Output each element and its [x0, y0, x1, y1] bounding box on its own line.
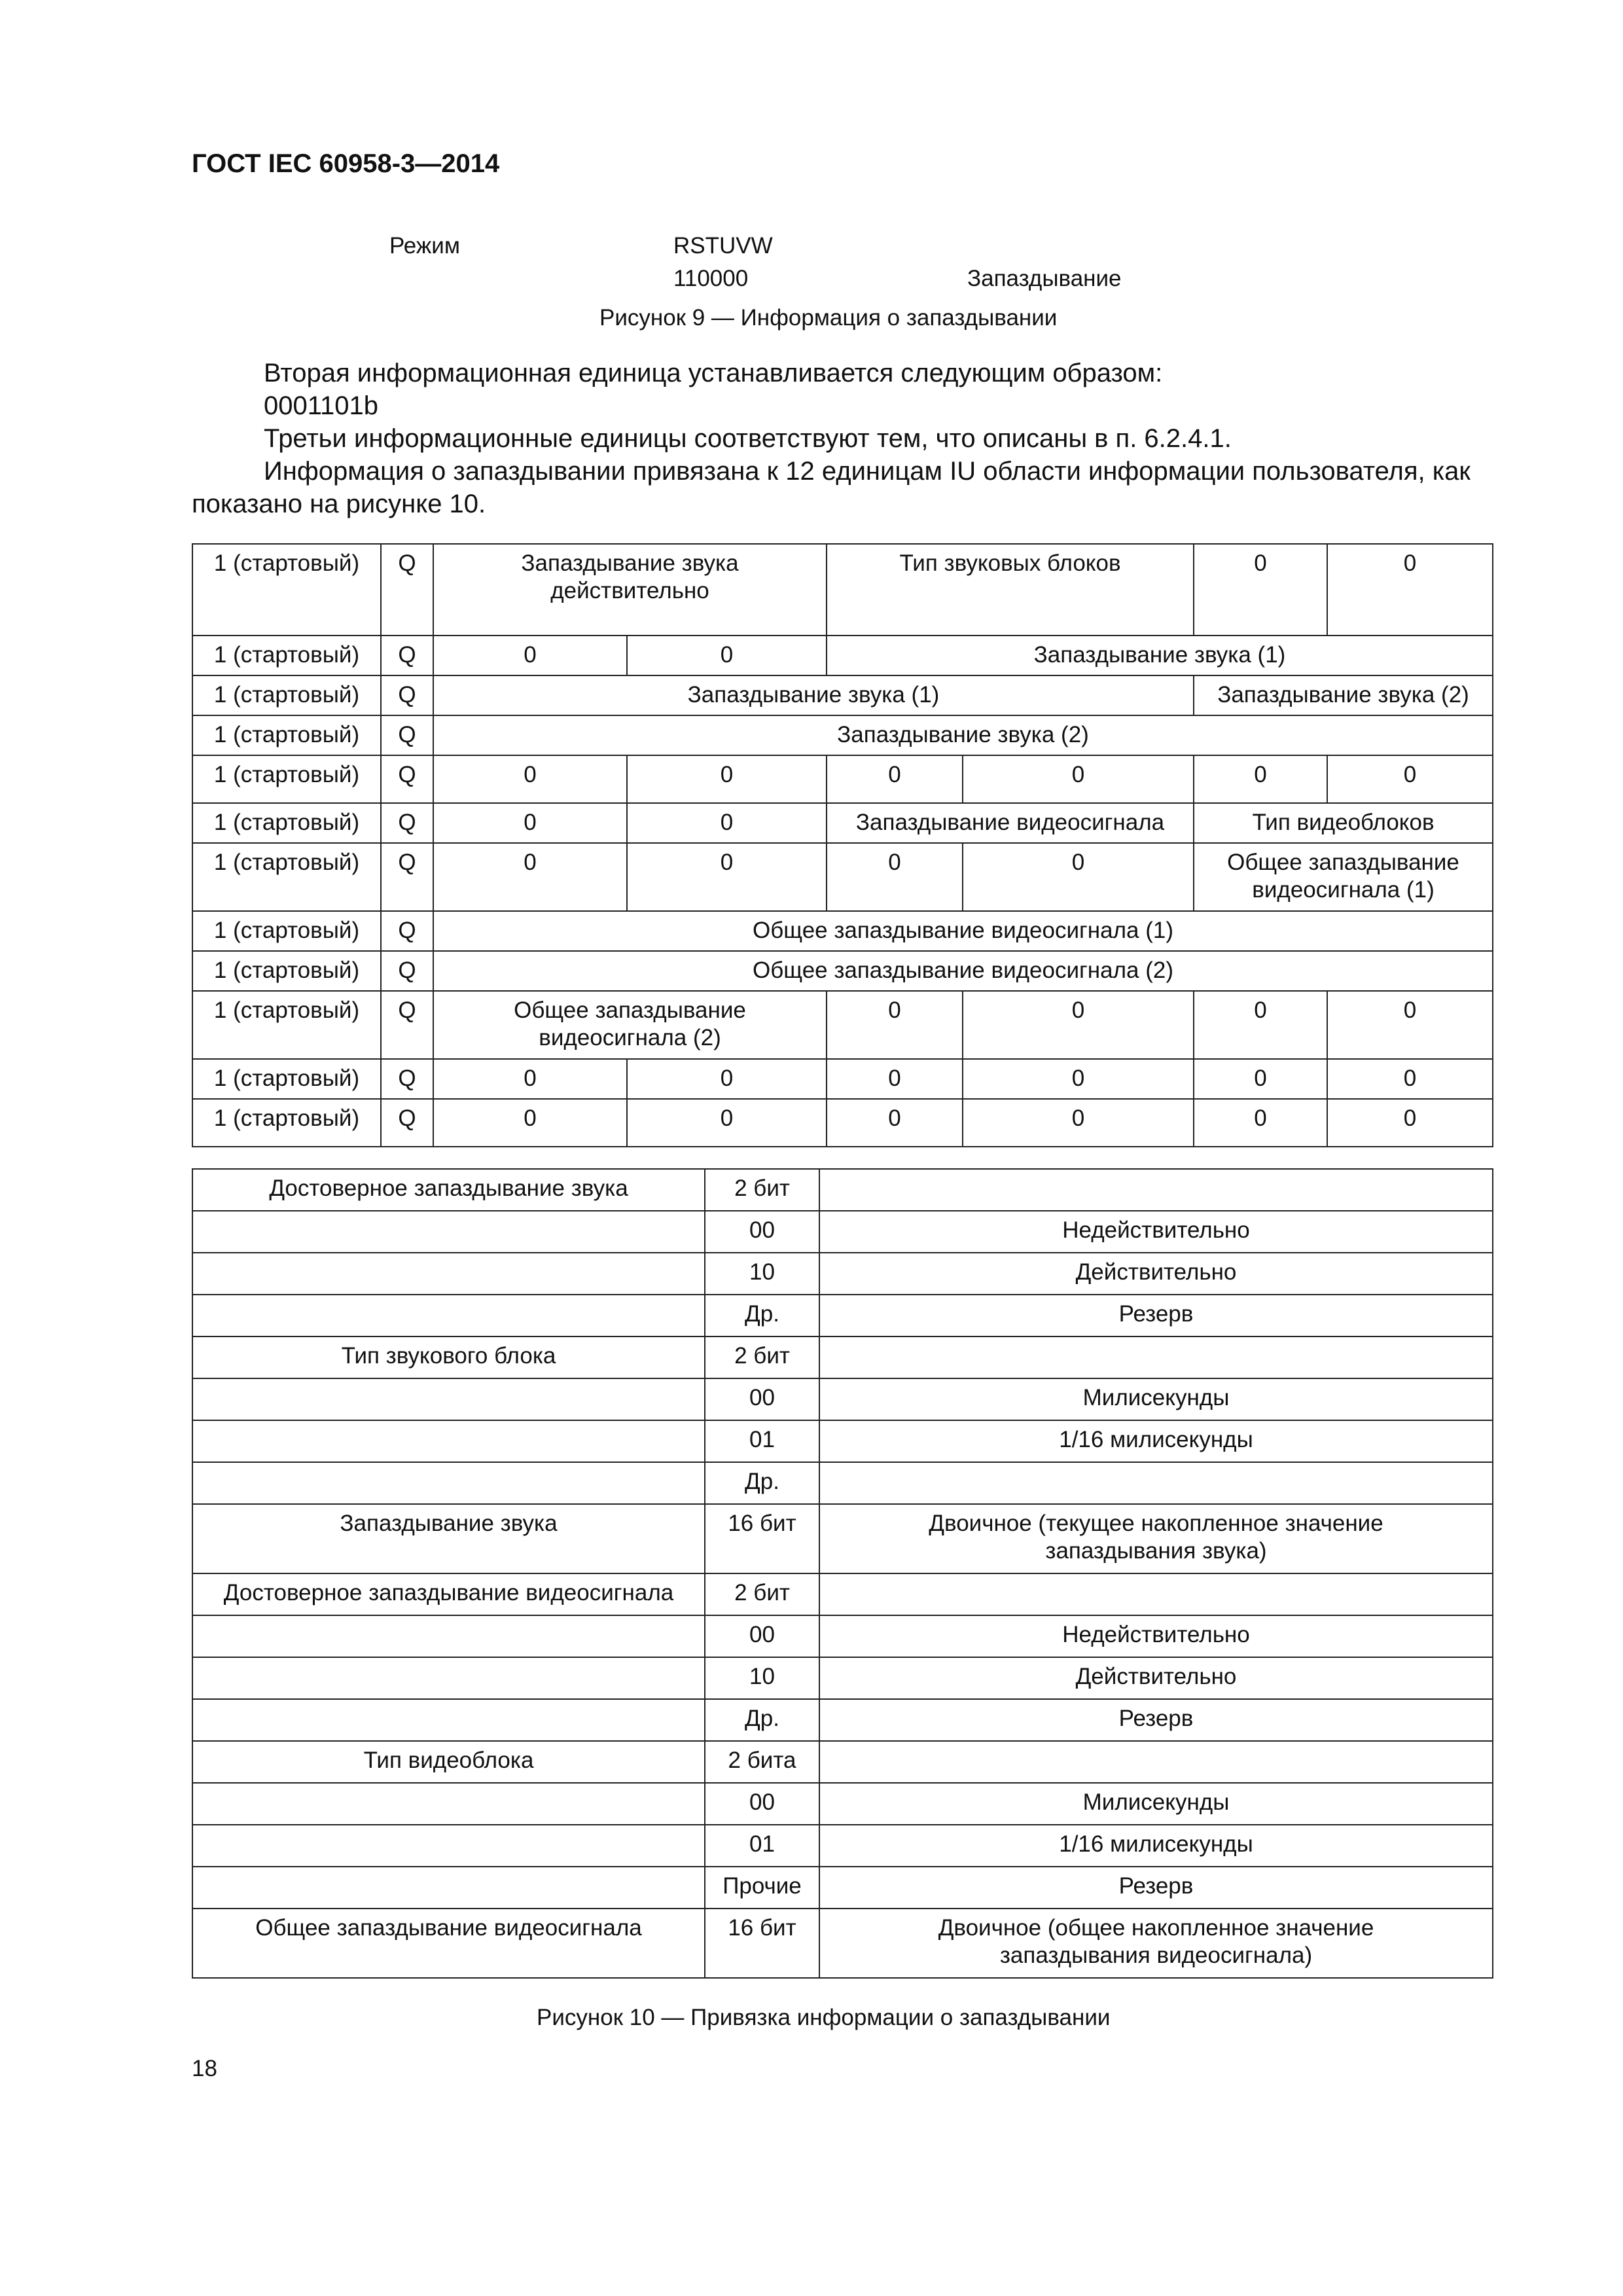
- iu-zero-cell: 0: [827, 1099, 963, 1147]
- def-size-cell: 00: [705, 1211, 819, 1253]
- def-meaning-cell: Резерв: [819, 1867, 1493, 1909]
- iu-zero-cell: 0: [827, 1059, 963, 1099]
- iu-start-cell: 1 (стартовый): [192, 803, 381, 843]
- fig9-mode-label: Режим: [389, 233, 460, 259]
- iu-video-delay-cell: Запаздывание видеосигнала: [827, 803, 1194, 843]
- iu-q-cell: Q: [381, 1099, 433, 1147]
- iu-zero-cell: 0: [963, 991, 1194, 1059]
- def-size-cell: Прочие: [705, 1867, 819, 1909]
- table-row: [192, 1783, 1493, 1825]
- body-paragraph: [192, 357, 1501, 520]
- def-meaning-cell: Действительно: [819, 1657, 1493, 1699]
- def-size-cell: 01: [705, 1420, 819, 1462]
- table-row: [192, 1909, 1493, 1978]
- def-meaning-cell: [819, 1169, 1493, 1211]
- iu-zero-cell: 0: [433, 1059, 627, 1099]
- iu-zero-cell: 0: [433, 1099, 627, 1147]
- def-meaning-cell: [819, 1462, 1493, 1504]
- iu-q-cell: Q: [381, 675, 433, 715]
- table-row: [192, 1253, 1493, 1295]
- def-meaning-cell: [819, 1741, 1493, 1783]
- iu-zero-cell: 0: [627, 636, 827, 675]
- iu-q-cell: Q: [381, 843, 433, 911]
- table-row: [192, 1504, 1493, 1573]
- iu-start-cell: 1 (стартовый): [192, 715, 381, 755]
- iu-zero-cell: 0: [1327, 755, 1493, 803]
- body-line-2: 0001101b: [264, 391, 378, 420]
- def-size-cell: 00: [705, 1378, 819, 1420]
- iu-q-cell: Q: [381, 991, 433, 1059]
- page-number: 18: [192, 2056, 217, 2081]
- def-size-cell: 01: [705, 1825, 819, 1867]
- def-size-cell: 2 бита: [705, 1741, 819, 1783]
- iu-zero-cell: 0: [963, 1099, 1194, 1147]
- iu-zero-cell: 0: [627, 803, 827, 843]
- def-size-cell: 2 бит: [705, 1336, 819, 1378]
- table-row: [192, 1573, 1493, 1615]
- iu-q-cell: Q: [381, 636, 433, 675]
- def-meaning-cell: Недействительно: [819, 1211, 1493, 1253]
- def-meaning-cell: Двоичное (общее накопленное значение запаздывания видеосигнала): [819, 1909, 1493, 1978]
- def-field-cell: [192, 1783, 705, 1825]
- iu-zero-cell: 0: [1194, 991, 1327, 1059]
- iu-zero-cell: 0: [433, 636, 627, 675]
- iu-zero-cell: 0: [1194, 1059, 1327, 1099]
- iu-zero-cell: 0: [1194, 544, 1327, 636]
- def-meaning-cell: Милисекунды: [819, 1783, 1493, 1825]
- def-size-cell: 10: [705, 1657, 819, 1699]
- iu-start-cell: 1 (стартовый): [192, 1059, 381, 1099]
- def-size-cell: 00: [705, 1615, 819, 1657]
- iu-zero-cell: 0: [963, 1059, 1194, 1099]
- def-meaning-cell: Милисекунды: [819, 1378, 1493, 1420]
- iu-total-video-1-cell: Общее запаздывание видеосигнала (1): [1194, 843, 1493, 911]
- def-field-cell: [192, 1615, 705, 1657]
- iu-zero-cell: 0: [1327, 1099, 1493, 1147]
- iu-audio-delay-1-cell: Запаздывание звука (1): [827, 636, 1493, 675]
- iu-q-cell: Q: [381, 951, 433, 991]
- def-meaning-cell: 1/16 милисекунды: [819, 1825, 1493, 1867]
- def-field-cell: Достоверное запаздывание звука: [192, 1169, 705, 1211]
- def-meaning-cell: [819, 1336, 1493, 1378]
- def-field-cell: Достоверное запаздывание видеосигнала: [192, 1573, 705, 1615]
- def-meaning-cell: 1/16 милисекунды: [819, 1420, 1493, 1462]
- iu-q-cell: Q: [381, 544, 433, 636]
- table-row: [192, 1169, 1493, 1211]
- iu-q-cell: Q: [381, 755, 433, 803]
- def-size-cell: 10: [705, 1253, 819, 1295]
- def-meaning-cell: Действительно: [819, 1253, 1493, 1295]
- def-size-cell: 16 бит: [705, 1909, 819, 1978]
- table-row: [192, 1462, 1493, 1504]
- iu-zero-cell: 0: [827, 843, 963, 911]
- table-row: [192, 1867, 1493, 1909]
- iu-start-cell: 1 (стартовый): [192, 544, 381, 636]
- iu-zero-cell: 0: [433, 843, 627, 911]
- iu-table: [192, 543, 1493, 1147]
- def-field-cell: [192, 1420, 705, 1462]
- iu-zero-cell: 0: [433, 755, 627, 803]
- iu-q-cell: Q: [381, 803, 433, 843]
- iu-start-cell: 1 (стартовый): [192, 951, 381, 991]
- def-size-cell: Др.: [705, 1462, 819, 1504]
- iu-zero-cell: 0: [627, 843, 827, 911]
- def-meaning-cell: Резерв: [819, 1295, 1493, 1336]
- fig10-caption: Рисунок 10 — Привязка информации о запаздывании: [537, 2005, 1111, 2030]
- def-size-cell: 2 бит: [705, 1169, 819, 1211]
- iu-start-cell: 1 (стартовый): [192, 911, 381, 951]
- iu-audio-valid-cell: Запаздывание звука действительно: [433, 544, 827, 636]
- table-row: [192, 1825, 1493, 1867]
- iu-start-cell: 1 (стартовый): [192, 843, 381, 911]
- iu-video-block-type-cell: Тип видеоблоков: [1194, 803, 1493, 843]
- def-field-cell: [192, 1825, 705, 1867]
- def-field-cell: Тип звукового блока: [192, 1336, 705, 1378]
- table-row: [192, 1378, 1493, 1420]
- iu-q-cell: Q: [381, 715, 433, 755]
- table-row: [192, 1615, 1493, 1657]
- iu-audio-block-type-cell: Тип звуковых блоков: [827, 544, 1194, 636]
- def-size-cell: Др.: [705, 1699, 819, 1741]
- table-row: [192, 1741, 1493, 1783]
- fig9-value-label: Запаздывание: [967, 266, 1122, 291]
- table-row: [192, 1211, 1493, 1253]
- def-size-cell: Др.: [705, 1295, 819, 1336]
- def-field-cell: [192, 1699, 705, 1741]
- iu-zero-cell: 0: [827, 755, 963, 803]
- iu-zero-cell: 0: [1194, 1099, 1327, 1147]
- iu-zero-cell: 0: [963, 843, 1194, 911]
- iu-zero-cell: 0: [627, 1059, 827, 1099]
- iu-zero-cell: 0: [627, 1099, 827, 1147]
- body-line-5: показано на рисунке 10.: [192, 490, 486, 518]
- iu-zero-cell: 0: [433, 803, 627, 843]
- def-size-cell: 16 бит: [705, 1504, 819, 1573]
- def-field-cell: [192, 1295, 705, 1336]
- definition-table: [192, 1168, 1493, 1979]
- iu-zero-cell: 0: [627, 755, 827, 803]
- def-field-cell: Тип видеоблока: [192, 1741, 705, 1783]
- iu-start-cell: 1 (стартовый): [192, 636, 381, 675]
- iu-start-cell: 1 (стартовый): [192, 991, 381, 1059]
- def-field-cell: [192, 1657, 705, 1699]
- iu-audio-delay-2-cell: Запаздывание звука (2): [433, 715, 1493, 755]
- iu-total-video-1-cell: Общее запаздывание видеосигнала (1): [433, 911, 1493, 951]
- document-code: ГОСТ IEC 60958-3—2014: [192, 149, 500, 178]
- iu-zero-cell: 0: [963, 755, 1194, 803]
- def-size-cell: 2 бит: [705, 1573, 819, 1615]
- table-row: [192, 1657, 1493, 1699]
- def-field-cell: [192, 1867, 705, 1909]
- def-field-cell: Запаздывание звука: [192, 1504, 705, 1573]
- iu-zero-cell: 0: [827, 991, 963, 1059]
- def-meaning-cell: [819, 1573, 1493, 1615]
- def-field-cell: [192, 1378, 705, 1420]
- iu-total-video-2-cell: Общее запаздывание видеосигнала (2): [433, 991, 827, 1059]
- table-row: [192, 1295, 1493, 1336]
- iu-q-cell: Q: [381, 911, 433, 951]
- iu-zero-cell: 0: [1194, 755, 1327, 803]
- def-meaning-cell: Недействительно: [819, 1615, 1493, 1657]
- body-line-4: Информация о запаздывании привязана к 12 единицам IU области информации пользователя, как: [264, 457, 1471, 486]
- iu-audio-delay-1-cell: Запаздывание звука (1): [433, 675, 1194, 715]
- iu-total-video-2-cell: Общее запаздывание видеосигнала (2): [433, 951, 1493, 991]
- def-meaning-cell: Двоичное (текущее накопленное значение запаздывания звука): [819, 1504, 1493, 1573]
- fig9-caption: Рисунок 9 — Информация о запаздывании: [599, 305, 1058, 331]
- iu-start-cell: 1 (стартовый): [192, 1099, 381, 1147]
- fig9-bits-value: 110000: [673, 266, 749, 291]
- iu-zero-cell: 0: [1327, 991, 1493, 1059]
- def-size-cell: 00: [705, 1783, 819, 1825]
- def-meaning-cell: Резерв: [819, 1699, 1493, 1741]
- iu-zero-cell: 0: [1327, 544, 1493, 636]
- iu-q-cell: Q: [381, 1059, 433, 1099]
- iu-audio-delay-2-cell: Запаздывание звука (2): [1194, 675, 1493, 715]
- def-field-cell: [192, 1211, 705, 1253]
- iu-start-cell: 1 (стартовый): [192, 755, 381, 803]
- def-field-cell: Общее запаздывание видеосигнала: [192, 1909, 705, 1978]
- body-line-1: Вторая информационная единица устанавливается следующим образом:: [264, 359, 1163, 387]
- table-row: [192, 1420, 1493, 1462]
- iu-start-cell: 1 (стартовый): [192, 675, 381, 715]
- def-field-cell: [192, 1462, 705, 1504]
- body-line-3: Третьи информационные единицы соответствуют тем, что описаны в п. 6.2.4.1.: [264, 424, 1232, 453]
- table-row: [192, 1336, 1493, 1378]
- iu-zero-cell: 0: [1327, 1059, 1493, 1099]
- table-row: [192, 1699, 1493, 1741]
- fig9-bits-label: RSTUVW: [673, 233, 773, 259]
- def-field-cell: [192, 1253, 705, 1295]
